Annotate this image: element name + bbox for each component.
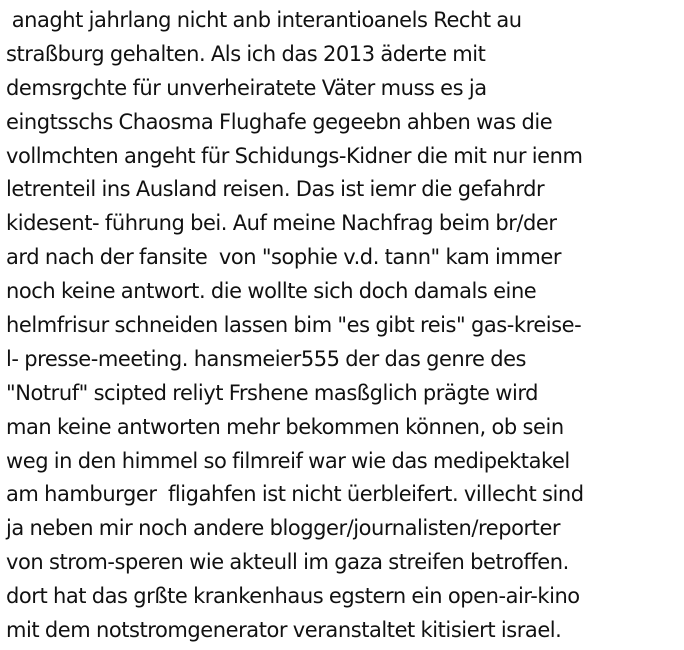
text-line: am hamburger fligahfen ist nicht üerbleifert. villecht sind bbox=[6, 482, 584, 507]
text-line: von strom-speren wie akteull im gaza streifen betroffen. bbox=[6, 550, 569, 575]
text-line: dort hat das grßte krankenhaus egstern ein open-air-kino bbox=[6, 584, 580, 609]
text-line: letrenteil ins Ausland reisen. Das ist iemr die gefahrdr bbox=[6, 177, 545, 202]
text-line: demsrgchte für unverheiratete Väter muss es ja bbox=[6, 75, 487, 100]
text-block bbox=[6, 4, 682, 648]
text-line: l- presse-meeting. hansmeier555 der das genre des bbox=[6, 346, 527, 371]
text-line: man keine antworten mehr bekommen können, ob sein bbox=[6, 414, 564, 439]
text-line: kidesent- führung bei. Auf meine Nachfrag beim br/der bbox=[6, 211, 557, 236]
text-line: "Notruf" scipted reliyt Frshene masßglich prägte wird bbox=[6, 380, 539, 405]
text-line: vollmchten angeht für Schidungs-Kidner die mit nur ienm bbox=[6, 143, 583, 168]
text-line: helmfrisur schneiden lassen bim "es gibt reis" gas-kreise- bbox=[6, 313, 582, 338]
text-line: mit dem notstromgenerator veranstaltet kitisiert israel. bbox=[6, 618, 562, 643]
text-line: noch keine antwort. die wollte sich doch damals eine bbox=[6, 279, 537, 304]
text-line: ja neben mir noch andere blogger/journalisten/reporter bbox=[6, 516, 561, 541]
text-line: anaght jahrlang nicht anb interantioanels Recht au bbox=[6, 8, 522, 32]
text-line: eingtsschs Chaosma Flughafe gegeebn ahben was die bbox=[6, 109, 553, 134]
text-line: weg in den himmel so filmreif war wie das medipektakel bbox=[6, 448, 570, 473]
text-line: ard nach der fansite von "sophie v.d. tann" kam immer bbox=[6, 245, 562, 270]
text-line: straßburg gehalten. Als ich das 2013 äderte mit bbox=[6, 41, 486, 66]
